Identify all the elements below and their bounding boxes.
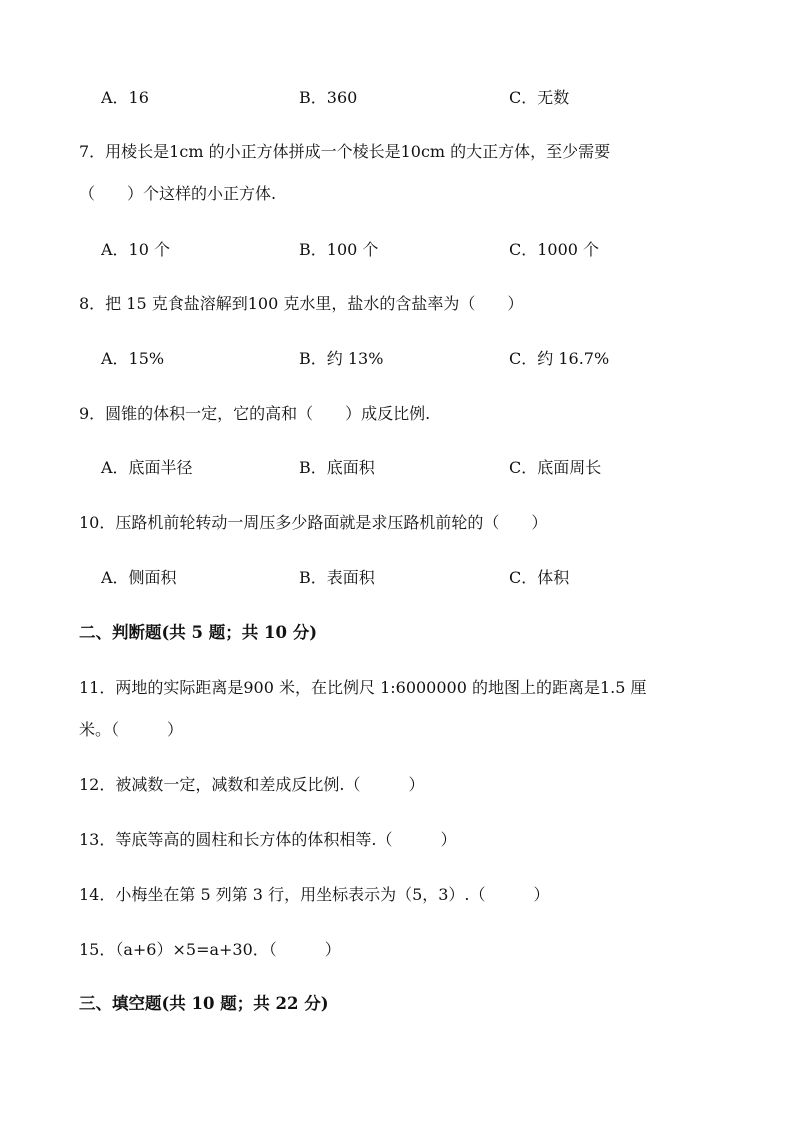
- q7-option-c: C．1000 个: [509, 240, 600, 259]
- q9-option-c: C．底面周长: [509, 458, 602, 477]
- q10-option-a: A．侧面积: [101, 568, 177, 587]
- q11-text-line2: 米。（ ）: [79, 720, 184, 739]
- q9-option-b: B．底面积: [299, 458, 375, 477]
- q13-text: 13．等底等高的圆柱和长方体的体积相等.（ ）: [79, 830, 457, 849]
- q10-option-c: C．体积: [509, 568, 570, 587]
- q12-text: 12．被减数一定，减数和差成反比例.（ ）: [79, 775, 425, 794]
- section-fill-blank-title: 三、填空题(共 10 题；共 22 分): [79, 994, 329, 1013]
- q6-option-a: A．16: [101, 88, 149, 107]
- q8-option-a: A．15%: [101, 349, 165, 368]
- q8-text: 8．把 15 克食盐溶解到100 克水里，盐水的含盐率为（ ）: [79, 294, 524, 313]
- q9-option-a: A．底面半径: [101, 458, 193, 477]
- q6-option-c: C．无数: [509, 88, 570, 107]
- q7-option-a: A．10 个: [101, 240, 171, 259]
- q7-text-line2: （ ）个这样的小正方体.: [79, 184, 277, 203]
- q8-option-c: C．约 16.7%: [509, 349, 610, 368]
- q7-text-line1: 7．用棱长是1cm 的小正方体拼成一个棱长是10cm 的大正方体，至少需要: [79, 142, 611, 161]
- q15-text: 15．（a+6）×5=a+30．（ ）: [79, 940, 341, 959]
- q14-text: 14．小梅坐在第 5 列第 3 行，用坐标表示为（5，3）.（ ）: [79, 885, 550, 904]
- q9-text: 9．圆锥的体积一定，它的高和（ ）成反比例.: [79, 404, 431, 423]
- q6-option-b: B．360: [299, 88, 358, 107]
- q7-option-b: B．100 个: [299, 240, 379, 259]
- q10-option-b: B．表面积: [299, 568, 375, 587]
- section-true-false-title: 二、判断题(共 5 题；共 10 分): [79, 623, 318, 642]
- q8-option-b: B．约 13%: [299, 349, 384, 368]
- q11-text-line1: 11．两地的实际距离是900 米，在比例尺 1:6000000 的地图上的距离是1.5 厘: [79, 678, 647, 697]
- q10-text: 10．压路机前轮转动一周压多少路面就是求压路机前轮的（ ）: [79, 513, 548, 532]
